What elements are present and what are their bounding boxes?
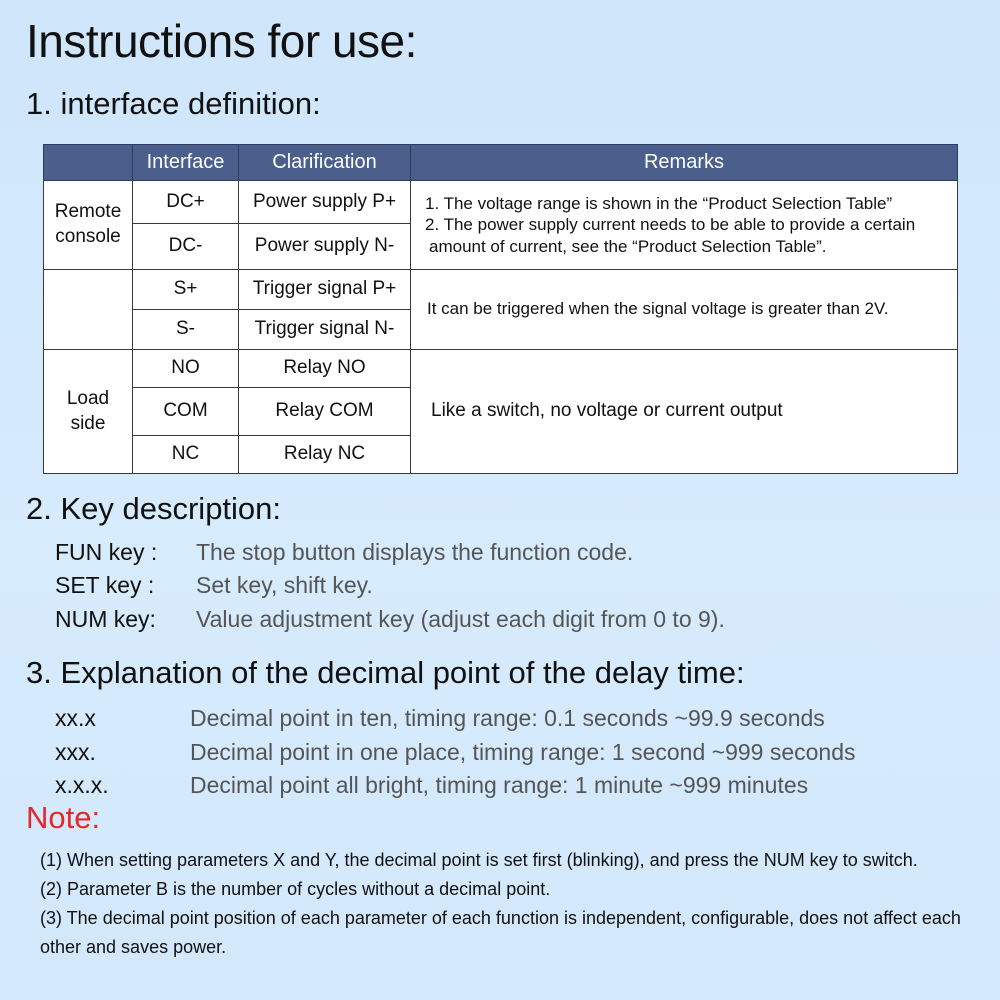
decimal-code: x.x.x. [55,772,109,798]
note-item: (2) Parameter B is the number of cycles without a decimal point. [40,879,551,899]
group-load-side [44,350,133,474]
remarks-power-line-2: 2. The power supply current needs to be able to provide a certain [425,215,916,235]
remarks-power-line-3: amount of current, see the “Product Selection Table”. [429,236,827,256]
interface-cell: DC- [133,224,239,270]
key-name: NUM key: [55,606,156,632]
interface-table [43,144,958,474]
clarification-cell: Power supply P+ [239,181,411,224]
section-1-heading: 1. interface definition: [26,86,321,121]
interface-cell: S+ [133,270,239,310]
interface-cell: NC [133,436,239,474]
header-clarification: Clarification [239,145,411,181]
section-2-heading: 2. Key description: [26,491,282,526]
page-title: Instructions for use: [26,15,417,67]
remarks-trigger: It can be triggered when the signal voltage is greater than 2V. [411,270,958,350]
clarification-cell: Trigger signal N- [239,310,411,350]
clarification-cell: Trigger signal P+ [239,270,411,310]
note-heading: Note: [26,800,101,835]
table-header-row [44,145,958,181]
table-row [44,270,958,310]
remarks-power [411,181,958,270]
table-row [44,181,958,224]
interface-cell: COM [133,388,239,436]
group-remote-console: Remote console [44,181,133,270]
clarification-cell: Relay NC [239,436,411,474]
note-item: (3) The decimal point position of each parameter of each function is independent, configurable, does not affect each other and saves power. [40,908,961,957]
key-desc: The stop button displays the function code. [196,539,634,565]
remarks-load: Like a switch, no voltage or current output [411,350,958,474]
key-name: FUN key : [55,539,158,565]
section-3-heading: 3. Explanation of the decimal point of the delay time: [26,655,745,690]
key-desc: Value adjustment key (adjust each digit from 0 to 9). [196,606,725,632]
remarks-power-line-1: 1. The voltage range is shown in the “Product Selection Table” [425,194,893,214]
interface-cell: NO [133,350,239,388]
clarification-cell: Relay COM [239,388,411,436]
group-load-side-label: Load side [66,387,110,434]
header-remarks: Remarks [411,145,958,181]
note-list [40,846,970,962]
note-item: (1) When setting parameters X and Y, the decimal point is set first (blinking), and press the NUM key to switch. [40,850,918,870]
clarification-cell: Power supply N- [239,224,411,270]
decimal-desc: Decimal point in ten, timing range: 0.1 seconds ~99.9 seconds [190,705,825,731]
key-desc: Set key, shift key. [196,572,373,598]
interface-cell: S- [133,310,239,350]
decimal-desc: Decimal point in one place, timing range: 1 second ~999 seconds [190,739,856,765]
key-name: SET key : [55,572,155,598]
decimal-desc: Decimal point all bright, timing range: 1 minute ~999 minutes [190,772,809,798]
decimal-code: xx.x [55,705,96,731]
table-row [44,350,958,388]
group-trigger [44,270,133,350]
header-interface: Interface [133,145,239,181]
header-group [44,145,133,181]
clarification-cell: Relay NO [239,350,411,388]
decimal-code: xxx. [55,739,96,765]
interface-cell: DC+ [133,181,239,224]
